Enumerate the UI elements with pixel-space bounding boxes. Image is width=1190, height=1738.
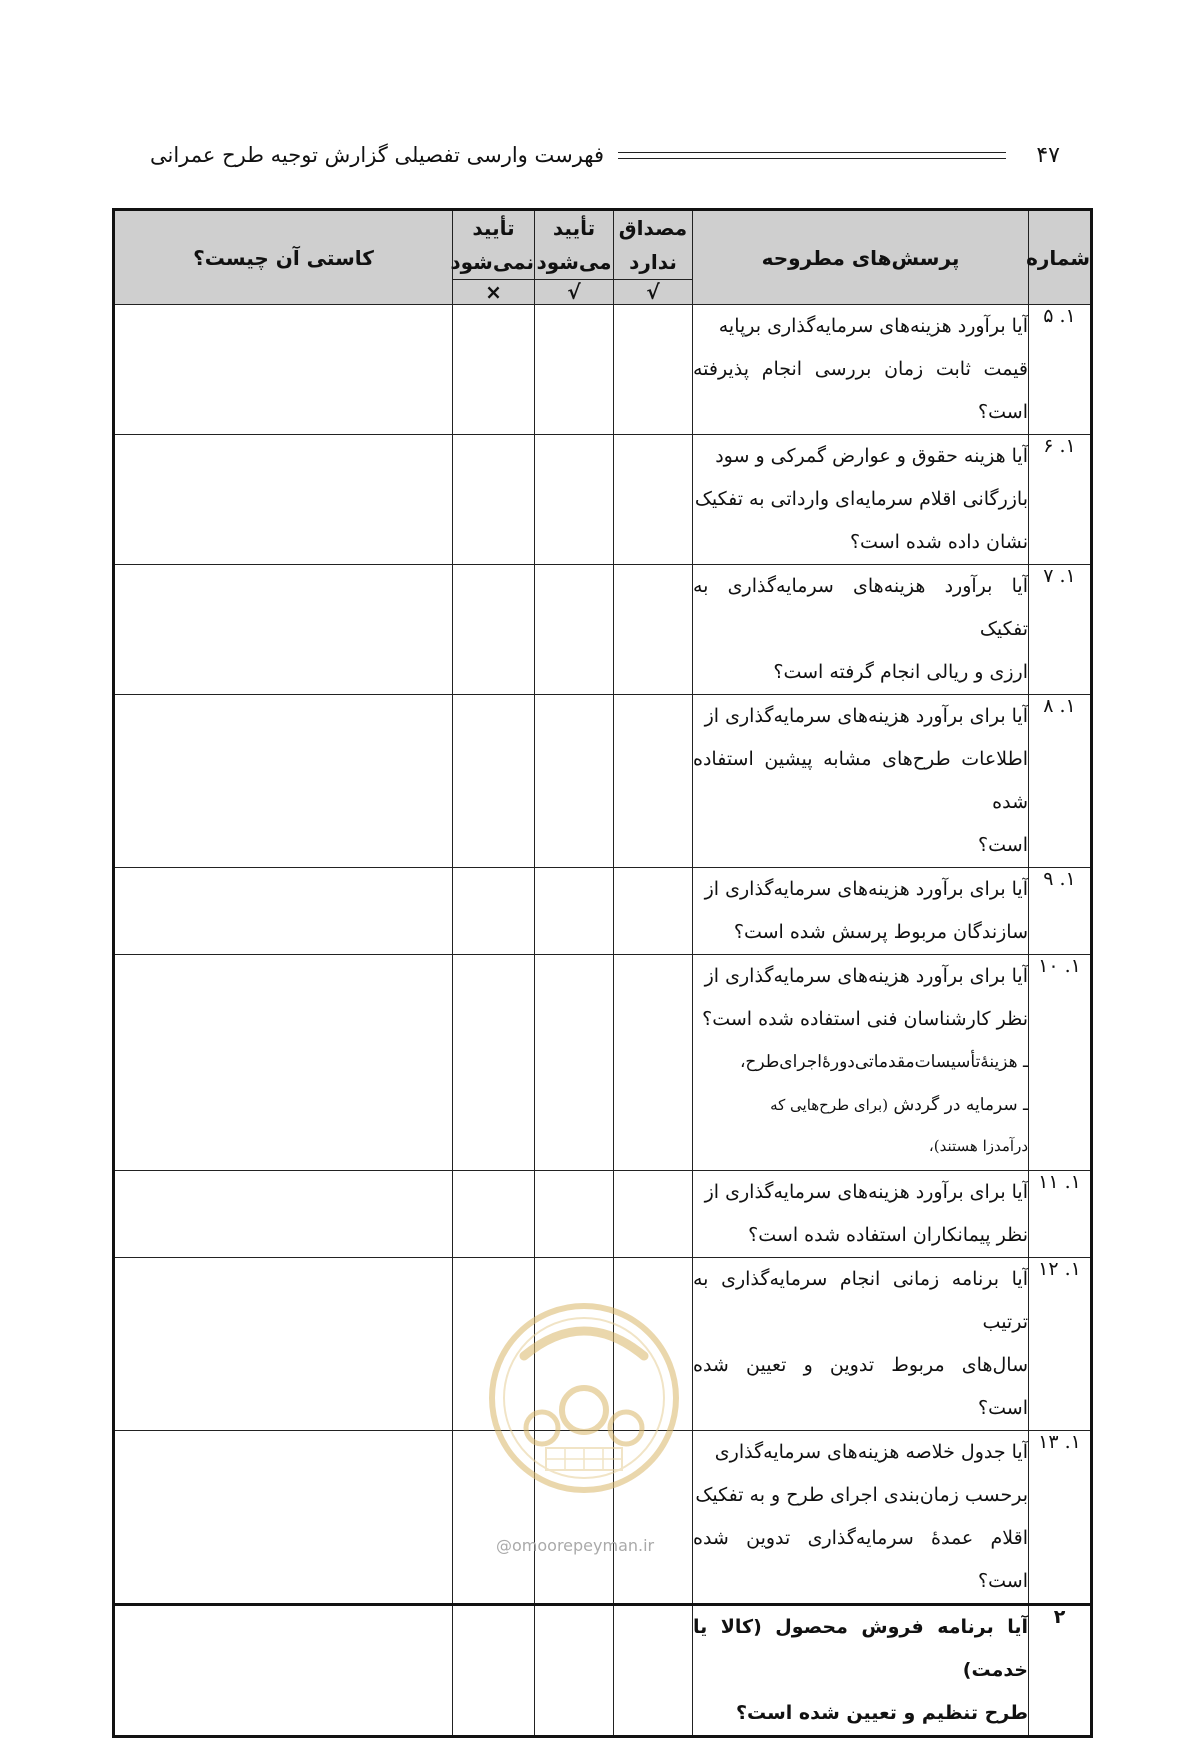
mark-not-confirmed: × [453, 280, 535, 305]
row-number: ۱. ۱۳ [1029, 1431, 1092, 1605]
table-row [114, 1171, 1092, 1258]
cell-confirmed[interactable] [535, 1605, 614, 1737]
question-line: آیا برآورد هزینه‌های سرمایه‌گذاری برپایه [718, 315, 1028, 337]
header-confirmed [535, 210, 614, 280]
checklist-table [112, 208, 1093, 1738]
question-line: طرح تنظیم و تعیین شده است؟ [735, 1702, 1028, 1724]
row-number: ۲ [1029, 1605, 1092, 1737]
question-line: بازرگانی اقلام سرمایه‌ای وارداتی به تفکیک [694, 488, 1028, 510]
cell-confirmed[interactable] [535, 868, 614, 955]
row-number: ۱. ۹ [1029, 868, 1092, 955]
cell-deficiency[interactable] [114, 1605, 453, 1737]
cell-confirmed[interactable] [535, 955, 614, 1171]
table-row [114, 1605, 1092, 1737]
question-line: نظر کارشناسان فنی استفاده شده است؟ [702, 1008, 1028, 1030]
sub-item-working-capital [693, 1084, 1028, 1127]
row-number: ۱. ۱۲ [1029, 1258, 1092, 1431]
cell-deficiency[interactable] [114, 435, 453, 565]
question-line: آیا جدول خلاصه هزینه‌های سرمایه‌گذاری [714, 1441, 1028, 1463]
cell-not-confirmed[interactable] [453, 1171, 535, 1258]
question-line: است؟ [978, 834, 1028, 856]
page-title: فهرست وارسی تفصیلی گزارش توجیه طرح عمرانی [150, 143, 605, 167]
cell-not-confirmed[interactable] [453, 435, 535, 565]
row-question [693, 868, 1029, 955]
question-line: نظر پیمانکاران استفاده شده است؟ [748, 1224, 1028, 1246]
sub-item-preliminary-installations: ـ هزینهٔ‌تأسیسات‌مقدماتی‌دورهٔ‌اجرای‌طرح، [739, 1052, 1028, 1072]
row-question [693, 695, 1029, 868]
cell-not-confirmed[interactable] [453, 565, 535, 695]
question-line: نشان داده شده است؟ [849, 531, 1028, 553]
mark-not-applicable: √ [614, 280, 693, 305]
sub-item-working-capital-label: ـ سرمایه در گردش [893, 1095, 1028, 1115]
cell-not-applicable[interactable] [614, 695, 693, 868]
row-question [693, 1431, 1029, 1605]
question-line: برحسب زمان‌بندی اجرای طرح و به تفکیک [695, 1484, 1028, 1506]
cell-deficiency[interactable] [114, 1171, 453, 1258]
page-header [150, 138, 1060, 172]
cell-deficiency[interactable] [114, 1258, 453, 1431]
header-confirmed-line2: می‌شود [536, 250, 612, 274]
row-question [693, 305, 1029, 435]
cell-not-confirmed[interactable] [453, 868, 535, 955]
cell-confirmed[interactable] [535, 1171, 614, 1258]
row-question [693, 1258, 1029, 1431]
header-not-confirmed [450, 210, 535, 280]
header-number: شماره [1029, 210, 1092, 305]
header-double-rule [618, 152, 1006, 159]
cell-not-confirmed[interactable] [453, 695, 535, 868]
row-question [693, 1605, 1029, 1737]
table-row [114, 305, 1092, 435]
header-questions: پرسش‌های مطروحه [693, 210, 1029, 305]
header-not-applicable-line2: ندارد [629, 250, 677, 274]
row-number: ۱. ۶ [1029, 435, 1092, 565]
question-line: اقلام عمدهٔ سرمایه‌گذاری تدوین شده است؟ [693, 1527, 1028, 1592]
cell-not-applicable[interactable] [614, 1605, 693, 1737]
table-row [114, 565, 1092, 695]
question-line: سازندگان مربوط پرسش شده است؟ [733, 921, 1028, 943]
cell-confirmed[interactable] [535, 305, 614, 435]
row-number: ۱. ۵ [1029, 305, 1092, 435]
question-line: آیا برنامه زمانی انجام سرمایه‌گذاری به ترتیب [693, 1268, 1028, 1333]
header-deficiency: کاستی آن چیست؟ [114, 210, 453, 305]
row-question [693, 1171, 1029, 1258]
cell-deficiency[interactable] [114, 565, 453, 695]
sub-item-working-capital-note: (برای طرح‌هایی که [770, 1096, 889, 1114]
row-question [693, 565, 1029, 695]
question-line: آیا برای برآورد هزینه‌های سرمایه‌گذاری از [704, 878, 1028, 900]
cell-deficiency[interactable] [114, 305, 453, 435]
header-not-applicable-line1: مصداق [618, 216, 688, 240]
cell-deficiency[interactable] [114, 868, 453, 955]
question-line: آیا برای برآورد هزینه‌های سرمایه‌گذاری از [704, 1181, 1028, 1203]
question-line: اطلاعات طرح‌های مشابه پیشین استفاده شده [693, 748, 1028, 813]
cell-not-confirmed[interactable] [453, 955, 535, 1171]
cell-deficiency[interactable] [114, 955, 453, 1171]
question-line: سال‌های مربوط تدوین و تعیین شده است؟ [693, 1354, 1028, 1419]
cell-not-confirmed[interactable] [453, 1605, 535, 1737]
sub-item-working-capital-note-cont: درآمدزا هستند)، [928, 1137, 1028, 1155]
question-line: آیا برآورد هزینه‌های سرمایه‌گذاری به تفکیک [693, 575, 1028, 640]
cell-not-confirmed[interactable] [453, 305, 535, 435]
cell-confirmed[interactable] [535, 565, 614, 695]
header-not-applicable [614, 210, 693, 280]
watermark-url: @omoorepeyman.ir [496, 1536, 655, 1555]
question-line: آیا برنامه فروش محصول (کالا یا خدمت) [693, 1616, 1028, 1681]
question-line: آیا برای برآورد هزینه‌های سرمایه‌گذاری از [704, 965, 1028, 987]
table-row [114, 435, 1092, 565]
row-number: ۱. ۱۱ [1029, 1171, 1092, 1258]
row-number: ۱. ۱۰ [1029, 955, 1092, 1171]
table-row [114, 695, 1092, 868]
cell-confirmed[interactable] [535, 435, 614, 565]
cell-deficiency[interactable] [114, 1431, 453, 1605]
header-not-confirmed-line2: نمی‌شود [450, 250, 534, 274]
cell-not-applicable[interactable] [614, 435, 693, 565]
cell-not-applicable[interactable] [614, 955, 693, 1171]
question-line: آیا برای برآورد هزینه‌های سرمایه‌گذاری از [704, 705, 1028, 727]
cell-not-applicable[interactable] [614, 565, 693, 695]
watermark-stamp-logo [484, 1298, 684, 1498]
cell-not-applicable[interactable] [614, 1171, 693, 1258]
question-line: قیمت ثابت زمان بررسی انجام پذیرفته است؟ [693, 358, 1028, 423]
cell-not-applicable[interactable] [614, 868, 693, 955]
mark-confirmed: √ [535, 280, 614, 305]
table-row [114, 955, 1092, 1171]
row-question [693, 435, 1029, 565]
question-line: ارزی و ریالی انجام گرفته است؟ [773, 661, 1028, 683]
cell-not-applicable[interactable] [614, 305, 693, 435]
question-line: آیا هزینه حقوق و عوارض گمرکی و سود [715, 445, 1028, 467]
header-not-confirmed-line1: تأیید [472, 216, 515, 240]
header-confirmed-line1: تأیید [552, 216, 596, 240]
row-question [693, 955, 1029, 1171]
row-number: ۱. ۸ [1029, 695, 1092, 868]
cell-confirmed[interactable] [535, 695, 614, 868]
page-number: ۴۷ [1036, 142, 1060, 168]
table-row [114, 868, 1092, 955]
row-number: ۱. ۷ [1029, 565, 1092, 695]
cell-deficiency[interactable] [114, 695, 453, 868]
